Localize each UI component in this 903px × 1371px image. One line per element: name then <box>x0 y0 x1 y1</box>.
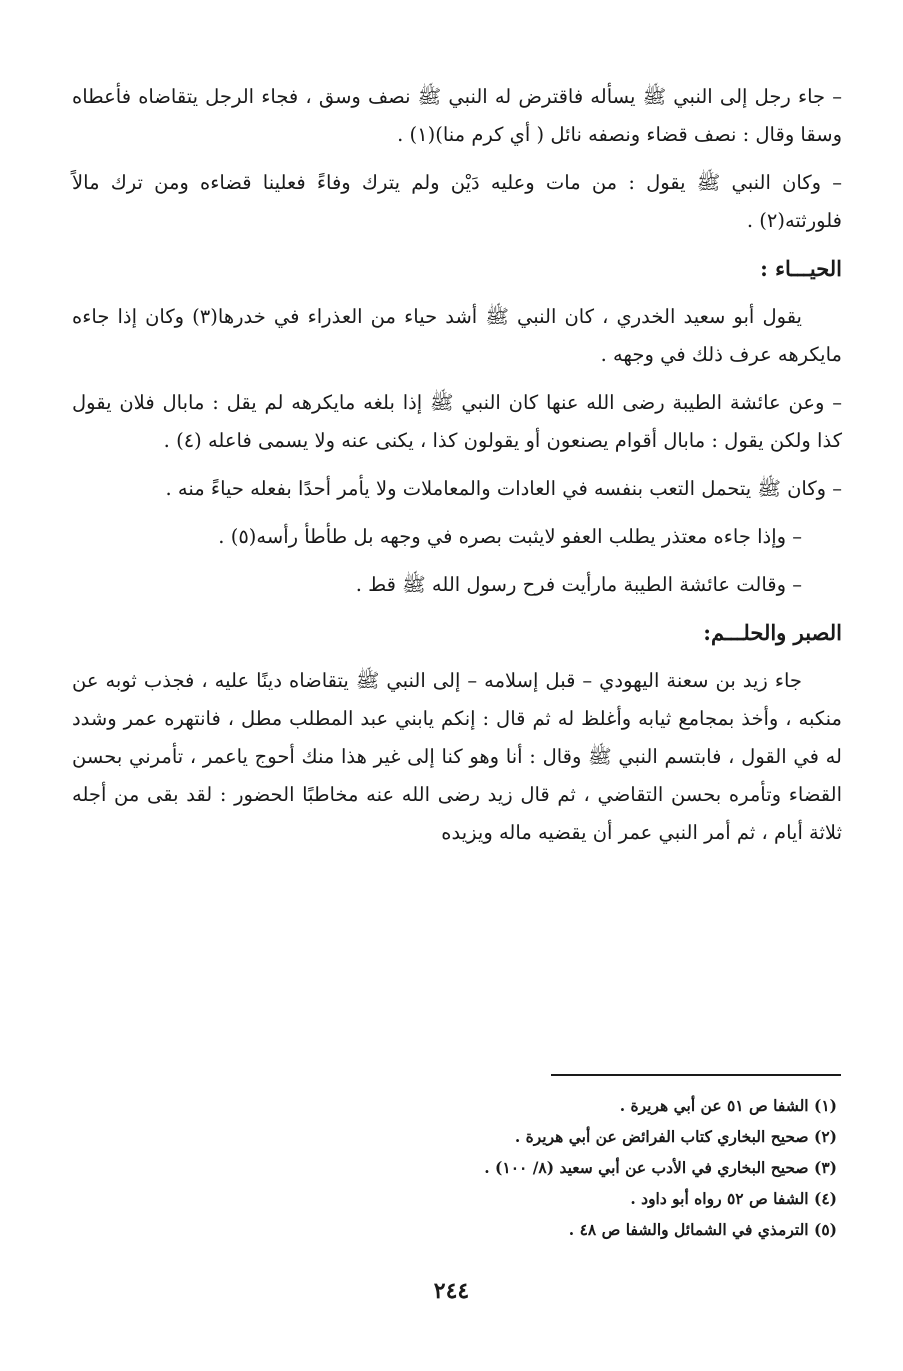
footnote-separator <box>551 1074 841 1076</box>
footnote-5: (٥) الترمذي في الشمائل والشفا ص ٤٨ . <box>568 1220 837 1239</box>
page-number: ٢٤٤ <box>433 1278 470 1304</box>
footnote-2: (٢) صحيح البخاري كتاب الفرائض عن أبي هريرة . <box>514 1127 837 1146</box>
section-heading-patience: الصبر والحلـــم: <box>703 620 842 645</box>
footnote-1: (١) الشفا ص ٥١ عن أبي هريرة . <box>619 1096 837 1115</box>
footnotes <box>141 1090 841 1245</box>
paragraph-8: جاء زيد بن سعنة اليهودي – قبل إسلامه – إلى النبي ﷺ يتقاضاه دينًا عليه ، فجذب ثوبه عن منكبه ، وأخذ بمجامع ثيابه وأغلظ له ثم قال : إنكم يابني عبد المطلب مطل ، فانتهره عمر وشدد له في القول ، فابتسم النبي ﷺ وقال : أنا وهو كنا إلى غير هذا منك أحوج ياعمر ، تأمرني بحسن القضاء وتأمره بحسن التقاضي ، ثم قال زيد رضى الله عنه مخاطبًا الحضور : لقد بقى من أجله ثلاثة أيام ، ثم أمر النبي عمر أن يقضيه ماله ويزيده <box>72 669 842 844</box>
paragraph-6: – وإذا جاءه معتذر يطلب العفو لايثبت بصره في وجهه بل طأطأ رأسه(٥) . <box>218 525 802 548</box>
page-body <box>72 78 842 862</box>
paragraph-7: – وقالت عائشة الطيبة مارأيت فرح رسول الله ﷺ قط . <box>355 573 802 596</box>
paragraph-4: – وعن عائشة الطيبة رضى الله عنها كان النبي ﷺ إذا بلغه مايكرهه لم يقل : مابال فلان يقول كذا ولكن يقول : مابال أقوام يصنعون أو يقولون كذا ، يكنى عنه ولا يسمى فاعله (٤) . <box>72 391 842 452</box>
paragraph-5: – وكان ﷺ يتحمل التعب بنفسه في العادات والمعاملات ولا يأمر أحدًا بفعله حياءً منه . <box>165 477 842 500</box>
paragraph-1: – جاء رجل إلى النبي ﷺ يسأله فاقترض له النبي ﷺ نصف وسق ، فجاء الرجل يتقاضاه فأعطاه وسقا وقال : نصف قضاء ونصفه نائل ( أي كرم منا)(١) . <box>72 85 842 146</box>
section-heading-modesty: الحيـــاء : <box>760 256 842 281</box>
footnote-3: (٣) صحيح البخاري في الأدب عن أبي سعيد (٨/ ١٠٠) . <box>484 1158 837 1177</box>
paragraph-3: يقول أبو سعيد الخدري ، كان النبي ﷺ أشد حياء من العذراء في خدرها(٣) وكان إذا جاءه مايكرهه عرف ذلك في وجهه . <box>72 305 842 366</box>
footnote-4: (٤) الشفا ص ٥٢ رواه أبو داود . <box>630 1189 837 1208</box>
paragraph-2: – وكان النبي ﷺ يقول : من مات وعليه دَيْن ولم يترك وفاءً فعلينا قضاءه ومن ترك مالاً فلورثته(٢) . <box>72 171 842 232</box>
